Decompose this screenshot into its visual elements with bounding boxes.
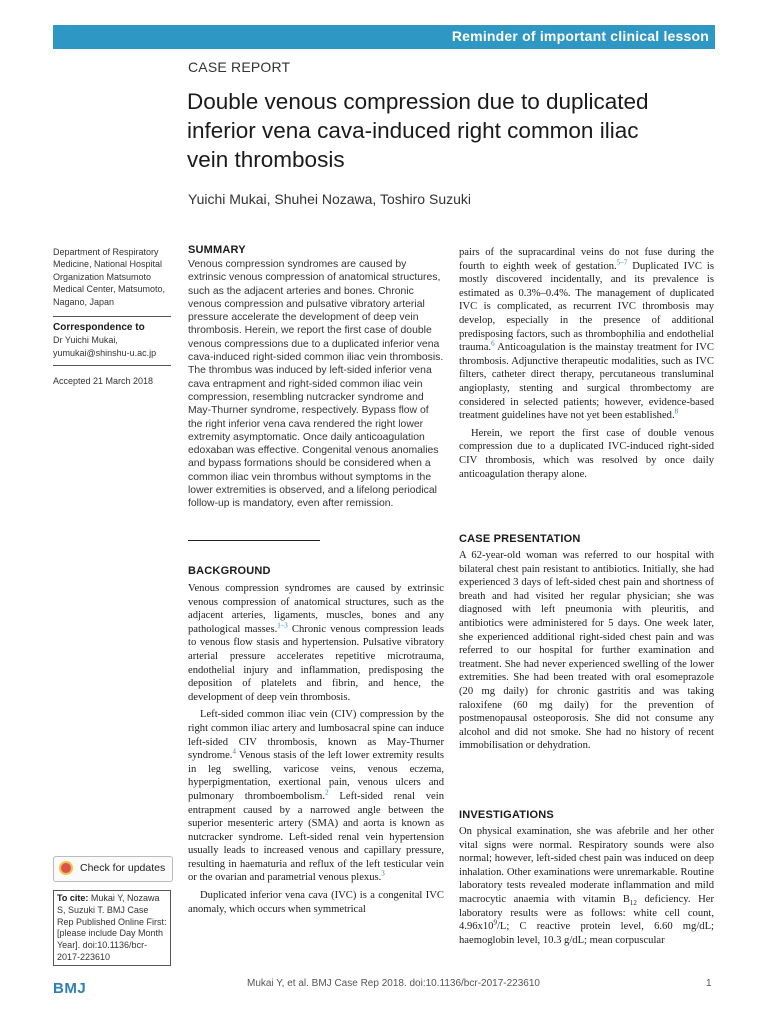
investigations-paragraph [459, 825, 714, 947]
text-run: pairs of the supracardinal veins do not fuse during the fourth to eighth week of gestation. [459, 247, 714, 272]
text-run: Duplicated IVC is mostly discovered incidentally, and its prevalence is estimated as 0.3%–0.4%. The management of duplicated IVC is complicated, as recurrent IVC thrombosis may develop, especially in the presence of additional predisposing factors, such as thrombophilia and endothelial trauma. [459, 260, 714, 354]
text-run: On physical examination, she was afebrile and her other vital signs were normal. Respiratory sounds were also normal; however, left-sided chest pain was induced on deep inhalation. Other examinations were unremarkable. Routine laboratory tests revealed moderate inflammation and mild macrocytic anaemia with vitamin B [459, 826, 714, 905]
article-title: Double venous compression due to duplicated inferior vena cava-induced right common iliac vein thrombosis [187, 89, 649, 172]
citation-text: Mukai Y, Nozawa S, Suzuki T. BMJ Case Rep Published Online First: [please include Day Month Year]. doi:10.1136/bcr-2017-223610 [57, 893, 167, 962]
investigations-text [459, 825, 714, 947]
sidebar-divider [53, 316, 171, 317]
summary-text: Venous compression syndromes are caused by extrinsic venous compression of anatomical structures, such as the adjacent arteries and bones. Chronic venous compression and pulsative vibratory arterial pressure accelerate the development of deep vein thrombosis. Herein, we report the first case of double venous compressions due to a duplicated inferior vena cava-induced right-sided common iliac vein thrombosis. The thrombus was induced by left-sided inferior vena cava entrapment and right-sided common iliac vein compression, resembling nutcracker syndrome and May-Thurner syndrome, respectively. Bypass flow of the right inferior vena cava rendered the right lower extremity asymptomatic. Once daily anticoagulation edoxaban was effective. Congenital venous anomalies and bypass formations should be considered when a common iliac vein thrombus without symptoms in the lower extremities is observed, and a lifelong periodical follow-up is mandatory, even after remission. [188, 259, 444, 510]
background-paragraph [188, 708, 444, 885]
crossmark-icon [59, 861, 73, 875]
reference-link[interactable]: 8 [674, 407, 679, 416]
affiliation: Department of Respiratory Medicine, National Hospital Organization Matsumoto Medical Center, Matsumoto, Nagano, Japan [53, 247, 166, 307]
case-presentation-text [459, 549, 714, 753]
citation-box [53, 890, 171, 966]
text-run: /L; C reactive protein level, 6.60 mg/dL; haemoglobin level, 10.3 g/dL; mean corpuscular [459, 921, 714, 946]
text-run: Anticoagulation is the mainstay treatment for IVC thrombosis. Adjunctive therapeutic modalities, such as IVC filters, catheter direct therapy, percutaneous transluminal angioplasty, stenting and surgical thrombectomy are considered in selected patients; however, evidence-based treatment guidelines have not yet been established. [459, 342, 714, 422]
background-paragraph [188, 582, 444, 704]
reference-link[interactable]: 5–7 [616, 258, 628, 267]
investigations-heading: INVESTIGATIONS [459, 809, 554, 821]
superscript: 9 [493, 918, 497, 927]
page-number: 1 [706, 978, 712, 989]
reference-link[interactable]: 2 [325, 788, 329, 797]
correspondence-heading: Correspondence to [53, 322, 145, 333]
text-run: deficiency. Her laboratory results were as follows: white cell count, 4.96x10 [459, 893, 714, 933]
background-paragraph: Duplicated inferior vena cava (IVC) is a congenital IVC anomaly, which occurs when symmetrical [188, 890, 444, 915]
reference-link[interactable]: 4 [232, 747, 236, 756]
background-heading: BACKGROUND [188, 565, 271, 577]
check-for-updates-button[interactable] [53, 856, 173, 882]
subscript: 12 [629, 899, 637, 908]
author-list: Yuichi Mukai, Shuhei Nozawa, Toshiro Suzuki [188, 191, 472, 207]
correspondence [53, 322, 173, 359]
case-presentation-heading: CASE PRESENTATION [459, 533, 581, 545]
text-run: Venous compression syndromes are caused by extrinsic venous compression of anatomical structures, such as the adjacent arteries, ligaments, muscles, bones and any pathological masses. [188, 583, 444, 635]
section-banner [53, 25, 715, 49]
right-paragraph: Herein, we report the first case of double venous compression due to a duplicated IVC-induced right-sided CIV thrombosis, which was resolved by once daily anticoagulation therapy alone. [459, 427, 714, 480]
banner-text: Reminder of important clinical lesson [451, 28, 709, 44]
check-for-updates-label: Check for updates [80, 862, 166, 874]
bmj-logo: BMJ [53, 980, 87, 997]
summary-heading: SUMMARY [188, 244, 246, 256]
case-paragraph: A 62-year-old woman was referred to our hospital with bilateral chest pain resistant to antibiotics. Initially, she had experienced 3 days of left-sided chest pain and shortness of breath and had visited her regular physician; she was diagnosed with left pneumonia with pleuritis, and antibiotics were administered for 5 days. One week later, she experienced additional right-sided chest pain and was referred to our hospital for further examination and treatment. She had never experienced swelling of the lower extremities. She had been treated with oral esomeprazole (20 mg daily) for chronic gastritis and was taking raloxifene (60 mg daily) for the prevention of postmenopausal osteoporosis. She did not consume any alcohol and did not smoke. She had no history of recent immobilisation or dehydration. [459, 550, 714, 752]
text-run: Left-sided common iliac vein (CIV) compression by the right common iliac artery and lumbosacral spine can induce left-sided CIV thrombosis, known as May-Thurner syndrome. [188, 709, 444, 762]
accepted-date: Accepted 21 March 2018 [53, 376, 154, 386]
right-column [459, 246, 714, 481]
reference-link[interactable]: 6 [491, 339, 495, 348]
citation-label: To cite: [57, 893, 89, 903]
correspondence-email[interactable]: yumukai@shinshu-u.ac.jp [53, 347, 157, 358]
background-column [188, 582, 444, 916]
reference-link[interactable]: 3 [381, 869, 385, 878]
article-type: CASE REPORT [188, 59, 291, 75]
summary-divider [188, 540, 320, 541]
correspondence-name: Dr Yuichi Mukai, [53, 335, 118, 346]
right-paragraph [459, 246, 714, 423]
text-run: Chronic venous compression leads to venous flow stasis and hypertension. Pulsative vibratory arterial pressure accelerates repetitive microtrauma, endothelial injury and inflammation, predisposing the deposition of platelets and fibrin, and hence, the development of deep vein thrombosis. [188, 623, 444, 703]
footer-citation: Mukai Y, et al. BMJ Case Rep 2018. doi:10.1136/bcr-2017-223610 [247, 978, 540, 989]
text-run: Venous stasis of the left lower extremity results in leg swelling, varicose veins, venous eczema, hyperpigmentation, exertional pain, venous ulcers and pulmonary thromboembolism. [188, 750, 444, 802]
reference-link[interactable]: 1–3 [277, 621, 288, 630]
text-run: Left-sided renal vein entrapment caused by a narrowed angle between the superior mesenteric artery (SMA) and aorta is known as nutcracker syndrome. Left-sided renal vein hypertension usually leads to increased venous and capillary pressure, resulting in haematuria and reflux of the left testicular vein or the ovarian and parametrial venous plexus. [188, 790, 444, 884]
sidebar-divider [53, 365, 171, 366]
